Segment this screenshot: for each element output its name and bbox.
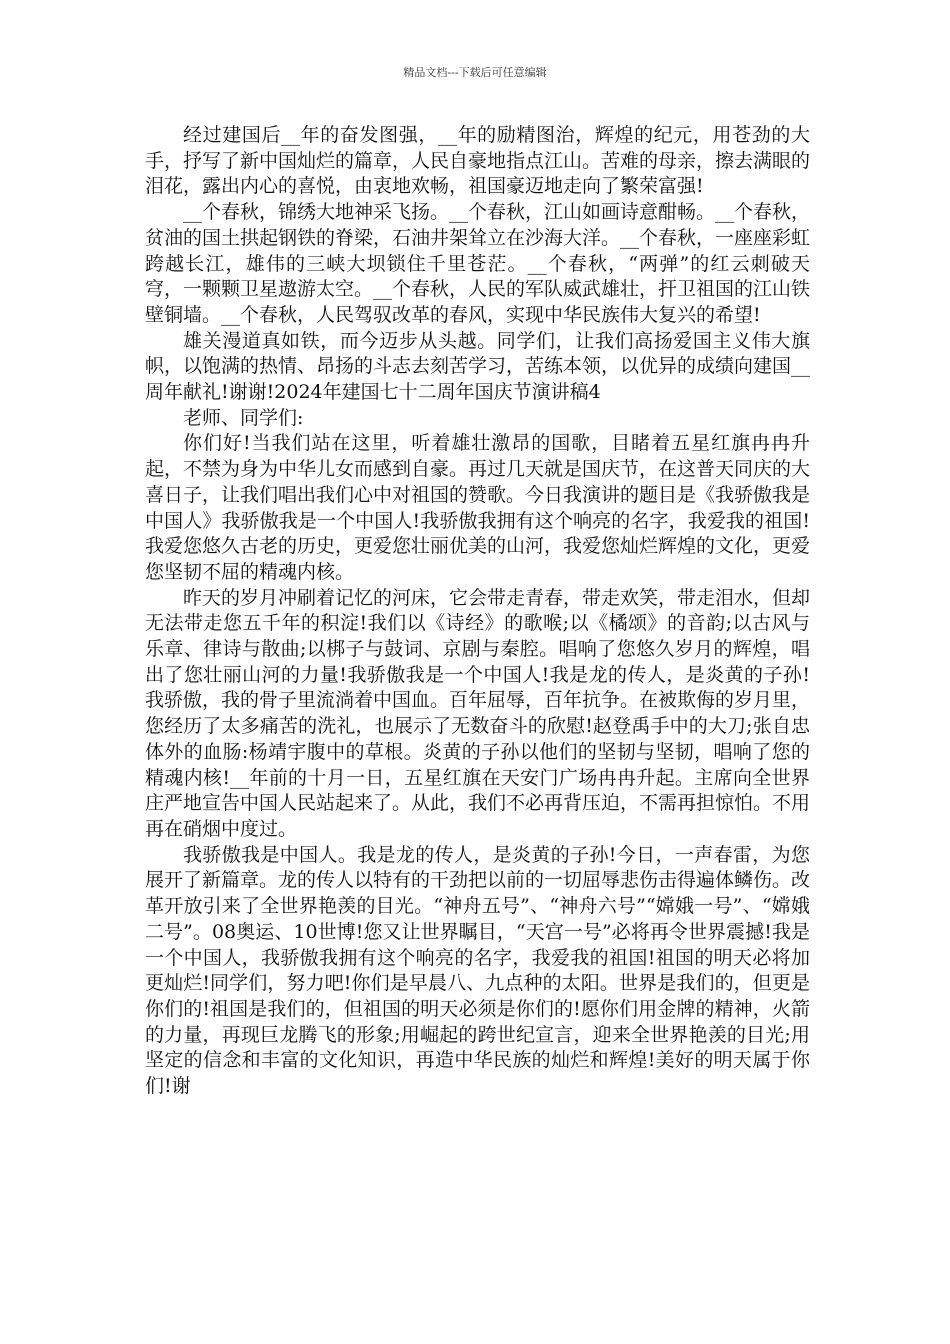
paragraph: 我骄傲我是中国人。我是龙的传人，是炎黄的子孙!今日，一声春雷，为您展开了新篇章。龙的传人以特有的干劲把以前的一切屈辱悲伤击得遍体鳞伤。改革开放引来了全世界艳羡的目光。“神舟五号”、“神舟六号”“嫦娥一号”、“嫦娥二号”。08奥运、10世博!您又让世界瞩目，“天宫一号”必将再令世界震撼!我是一个中国人，我骄傲我拥有这个响亮的名字，我爱我的祖国!祖国的明天必将加更灿烂!同学们，努力吧!你们是早晨八、九点种的太阳。世界是我们的，但更是你们的!祖国是我们的，但祖国的明天必须是你们的!愿你们用金牌的精神，火箭的力量，再现巨龙腾飞的形象;用崛起的跨世纪宣言，迎来全世界艳羡的目光;用坚定的信念和丰富的文化知识，再造中华民族的灿烂和辉煌!美好的明天属于你们!谢 [145, 843, 811, 1098]
document-body [145, 123, 810, 1100]
page-header: 精品文档---下载后可任意编辑 [403, 66, 547, 79]
paragraph: 昨天的岁月冲刷着记忆的河床，它会带走青春，带走欢笑，带走泪水，但却无法带走您五千年的积淀!我们以《诗经》的歌喉;以《橘颂》的音韵;以古风与乐章、律诗与散曲;以梆子与鼓词、京剧与秦腔。唱响了您悠久岁月的辉煌，唱出了您壮丽山河的力量!我骄傲我是一个中国人!我是龙的传人，是炎黄的子孙!我骄傲，我的骨子里流淌着中国血。百年屈辱，百年抗争。在被欺侮的岁月里，您经历了太多痛苦的洗礼，也展示了无数奋斗的欣慰!赵登禹手中的大刀;张自忠体外的血肠:杨靖宇腹中的草根。炎黄的子孙以他们的坚韧与坚韧，唱响了您的精魂内核!__年前的十月一日，五星红旗在天安门广场冉冉升起。主席向全世界庄严地宣告中国人民站起来了。从此，我们不必再背压迫，不需再担惊怕。不用再在硝烟中度过。 [145, 586, 811, 840]
paragraph: 你们好!当我们站在这里，听着雄壮激昂的国歌，目睹着五星红旗冉冉升起，不禁为身为中华儿女而感到自豪。再过几天就是国庆节，在这普天同庆的大喜日子，让我们唱出我们心中对祖国的赞歌。今日我演讲的题目是《我骄傲我是中国人》我骄傲我是一个中国人!我骄傲我拥有这个响亮的名字，我爱我的祖国!我爱您悠久古老的历史，更爱您壮丽优美的山河，我爱您灿烂辉煌的文化，更爱您坚韧不屈的精魂内核。 [145, 432, 811, 583]
paragraph: __个春秋，锦绣大地神采飞扬。__个春秋，江山如画诗意酣畅。__个春秋，贫油的国土拱起钢铁的脊梁，石油井架耸立在沙海大洋。__个春秋，一座座彩虹跨越长江，雄伟的三峡大坝锁住千里苍茫。__个春秋，“两弹”的红云刺破天穹，一颗颗卫星遨游太空。__个春秋，人民的军队威武雄壮，扞卫祖国的江山铁壁铜墙。__个春秋，人民驾驭改革的春风，实现中华民族伟大复兴的希望! [145, 201, 811, 326]
paragraph: 雄关漫道真如铁，而今迈步从头越。同学们，让我们高扬爱国主义伟大旗帜，以饱满的热情、昂扬的斗志去刻苦学习，苦练本领，以优异的成绩向建国__周年献礼!谢谢!2024年建国七十二周年国庆节演讲稿4 [145, 329, 811, 404]
salutation: 老师、同学们: [183, 406, 304, 429]
paragraph: 经过建国后__年的奋发图强，__年的励精图治，辉煌的纪元，用苍劲的大手，抒写了新中国灿烂的篇章，人民自豪地指点江山。苦难的母亲，擦去满眼的泪花，露出内心的喜悦，由衷地欢畅，祖国豪迈地走向了繁荣富强! [145, 124, 811, 198]
